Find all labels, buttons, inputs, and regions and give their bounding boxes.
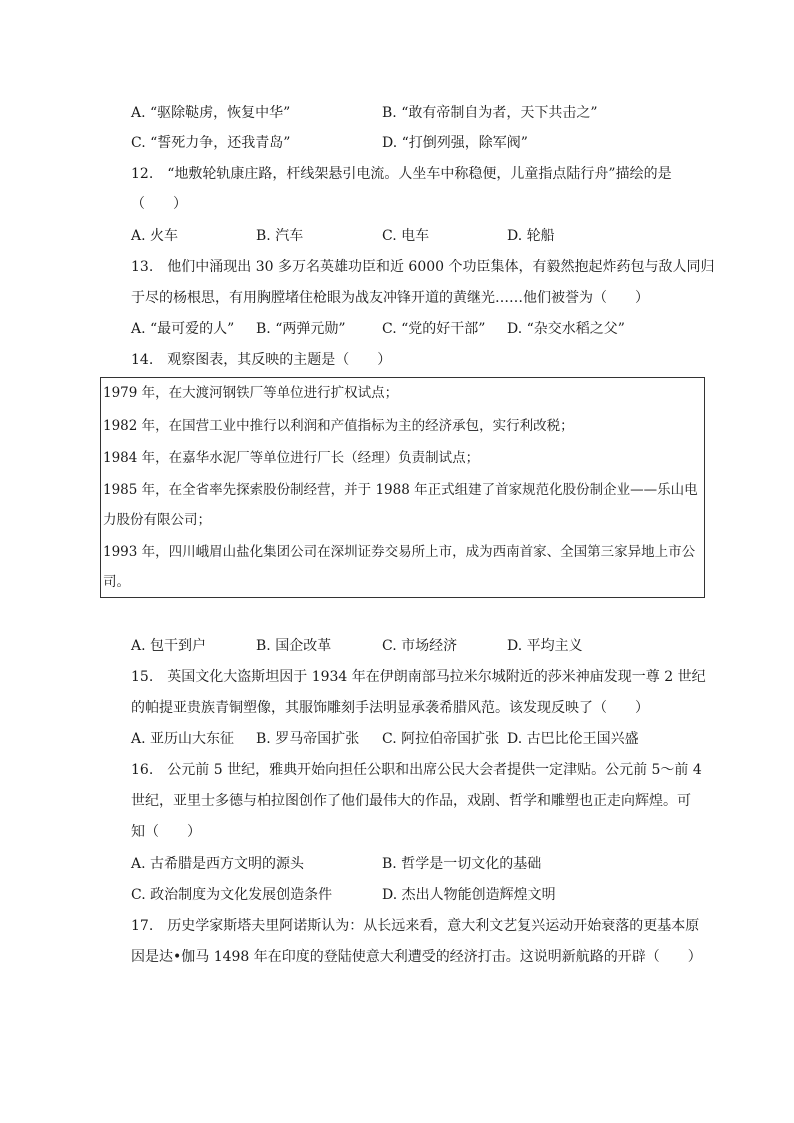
q14-option-c: C. 市场经济 (382, 638, 458, 654)
q11-option-b: B. “敢有帝制自为者，天下共击之” (382, 105, 598, 121)
q11-option-c: C. “誓死力争，还我青岛” (131, 135, 291, 151)
q16-stem-line1: 16. 公元前 5 世纪，雅典开始向担任公职和出席公民大会者提供一定津贴。公元前 5～前 4 (131, 762, 702, 778)
q15-option-b: B. 罗马帝国扩张 (256, 731, 360, 747)
q14-box-line-1: 1979 年，在大渡河钢铁厂等单位进行扩权试点； (103, 385, 399, 401)
q14-box-line-6: 1993 年，四川峨眉山盐化集团公司在深圳证券交易所上市，成为西南首家、全国第三家异地上市公 (103, 544, 696, 560)
q14-box-line-2: 1982 年，在国营工业中推行以利润和产值指标为主的经济承包，实行利改税； (103, 418, 574, 434)
q17-stem-line1: 17. 历史学家斯塔夫里阿诺斯认为：从长远来看，意大利文艺复兴运动开始衰落的更基本原 (131, 918, 700, 934)
q14-box-line-5: 力股份有限公司； (103, 512, 211, 528)
q14-info-box (100, 377, 705, 598)
q14-option-b: B. 国企改革 (256, 638, 332, 654)
q16-option-c: C. 政治制度为文化发展创造条件 (131, 887, 333, 903)
q14-option-a: A. 包干到户 (131, 638, 207, 654)
q12-stem-line2: （ ） (131, 196, 187, 212)
q16-stem-line2: 世纪，亚里士多德与柏拉图创作了他们最伟大的作品，戏剧、哲学和雕塑也正走向辉煌。可 (131, 793, 691, 809)
q12-stem-line1: 12. “地敷轮轨康庄路，杆线架悬引电流。人坐车中称稳便，儿童指点陆行舟”描绘的是 (131, 166, 672, 182)
q12-option-c: C. 电车 (382, 228, 430, 244)
q11-option-a: A. “驱除鞑虏，恢复中华” (131, 105, 291, 121)
q15-option-d: D. 古巴比伦王国兴盛 (507, 731, 639, 747)
q16-option-a: A. 古希腊是西方文明的源头 (131, 856, 305, 872)
q13-option-b: B. “两弹元勋” (256, 321, 346, 337)
q15-stem-line2: 的帕提亚贵族青铜塑像，其服饰雕刻手法明显承袭希腊风范。该发现反映了（ ） (131, 700, 649, 716)
q13-stem-line2: 于尽的杨根思，有用胸膛堵住枪眼为战友冲锋开道的黄继光……他们被誉为（ ） (131, 290, 649, 306)
q14-box-line-4: 1985 年，在全省率先探索股份制经营，并于 1988 年正式组建了首家规范化股份制企业——乐山电 (103, 482, 698, 498)
q16-stem-line3: 知（ ） (131, 824, 201, 840)
q16-option-b: B. 哲学是一切文化的基础 (382, 856, 542, 872)
q13-option-a: A. “最可爱的人” (131, 321, 235, 337)
q13-stem-line1: 13. 他们中涌现出 30 多万名英雄功臣和近 6000 个功臣集体，有毅然抱起炸药包与敌人同归 (131, 259, 715, 275)
q12-option-a: A. 火车 (131, 228, 179, 244)
q14-option-d: D. 平均主义 (507, 638, 583, 654)
q17-stem-line2: 因是达•伽马 1498 年在印度的登陆使意大利遭受的经济打击。这说明新航路的开辟（ ） (131, 949, 702, 965)
q13-option-c: C. “党的好干部” (382, 321, 486, 337)
q11-option-d: D. “打倒列强，除军阀” (382, 135, 528, 151)
q14-stem: 14. 观察图表，其反映的主题是（ ） (131, 352, 392, 368)
q15-option-a: A. 亚历山大东征 (131, 731, 235, 747)
q14-box-line-3: 1984 年，在嘉华水泥厂等单位进行厂长（经理）负责制试点； (103, 450, 480, 466)
q13-option-d: D. “杂交水稻之父” (507, 321, 625, 337)
q15-option-c: C. 阿拉伯帝国扩张 (382, 731, 500, 747)
q12-option-d: D. 轮船 (507, 228, 555, 244)
q16-option-d: D. 杰出人物能创造辉煌文明 (382, 887, 556, 903)
q14-box-line-7: 司。 (103, 574, 130, 590)
q12-option-b: B. 汽车 (256, 228, 304, 244)
q15-stem-line1: 15. 英国文化大盗斯坦因于 1934 年在伊朗南部马拉米尔城附近的莎米神庙发现一尊 2 世纪 (131, 669, 706, 685)
